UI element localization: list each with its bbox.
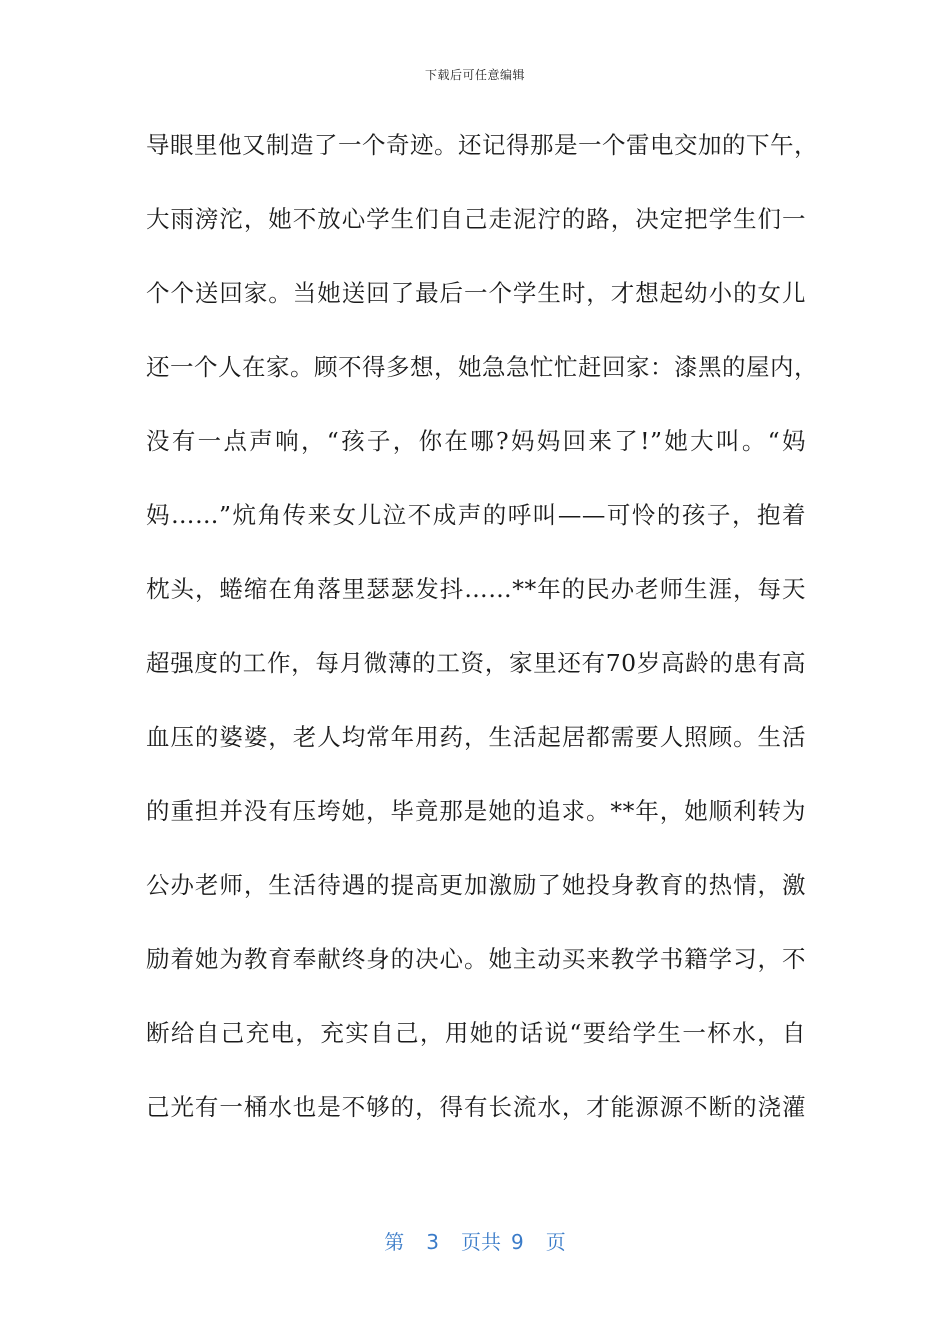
text-line: 励着她为教育奉献终身的决心。她主动买来教学书籍学习，不 — [146, 945, 806, 973]
total-pages-number: 9 — [511, 1230, 524, 1254]
text-line: 还一个人在家。顾不得多想，她急急忙忙赶回家：漆黑的屋内， — [146, 353, 818, 381]
text-line: 己光有一桶水也是不够的，得有长流水，才能源源不断的浇灌 — [146, 1093, 806, 1121]
header-note: 下载后可任意编辑 — [424, 68, 525, 82]
text-line: 个个送回家。当她送回了最后一个学生时，才想起幼小的女儿 — [146, 279, 806, 307]
text-line: 枕头，蜷缩在角落里瑟瑟发抖……**年的民办老师生涯，每天 — [146, 575, 806, 603]
text-line: 妈……”炕角传来女儿泣不成声的呼叫——可怜的孩子，抱着 — [146, 501, 806, 529]
text-line: 公办老师，生活待遇的提高更加激励了她投身教育的热情，激 — [146, 871, 806, 899]
text-line: 导眼里他又制造了一个奇迹。还记得那是一个雷电交加的下午， — [146, 131, 818, 159]
text-line: 的重担并没有压垮她，毕竟那是她的追求。**年，她顺利转为 — [146, 797, 806, 825]
page-footer — [0, 1226, 950, 1255]
text-line: 血压的婆婆，老人均常年用药，生活起居都需要人照顾。生活 — [146, 723, 806, 751]
document-body — [146, 120, 818, 1156]
footer-middle: 页共 — [461, 1230, 501, 1254]
text-line: 超强度的工作，每月微薄的工资，家里还有70岁高龄的患有高 — [146, 649, 806, 677]
footer-prefix: 第 — [384, 1230, 405, 1254]
text-line: 没有一点声响，“孩子，你在哪?妈妈回来了!”她大叫。“妈 — [146, 427, 806, 455]
text-line: 大雨滂沱，她不放心学生们自己走泥泞的路，决定把学生们一 — [146, 205, 806, 233]
text-line: 断给自己充电，充实自己，用她的话说“要给学生一杯水，自 — [146, 1019, 806, 1047]
footer-suffix: 页 — [545, 1230, 566, 1254]
current-page-number: 3 — [426, 1230, 439, 1254]
